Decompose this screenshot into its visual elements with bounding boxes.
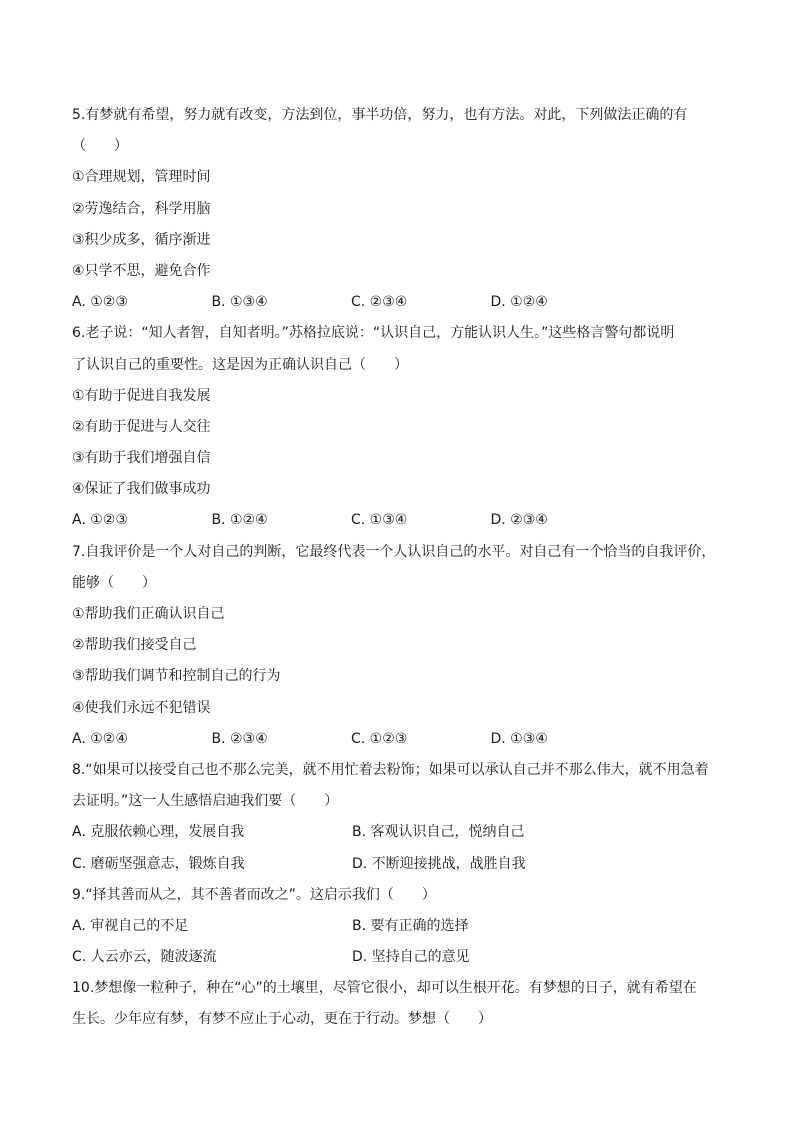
option-d: D. ①②④ bbox=[490, 294, 548, 311]
question-6-options bbox=[72, 505, 732, 536]
option-b: B. 客观认识自己，悦纳自己 bbox=[352, 824, 525, 841]
question-7-item-2: ②帮助我们接受自己 bbox=[72, 637, 197, 654]
question-7-options bbox=[72, 724, 732, 755]
question-7-stem-line-1: 7.自我评价是一个人对自己的判断，它最终代表一个人认识自己的水平。对自己有一个恰当的自我评价， bbox=[72, 543, 716, 560]
question-5-stem-line-1: 5.有梦就有希望，努力就有改变，方法到位，事半功倍，努力，也有方法。对此，下列做法正确的有 bbox=[72, 107, 688, 123]
option-c: C. ②③④ bbox=[351, 294, 408, 311]
question-5-item-1: ①合理规划，管理时间 bbox=[72, 169, 211, 186]
question-6-item-4: ④保证了我们做事成功 bbox=[72, 481, 211, 498]
question-6-stem-line-2: 了认识自己的重要性。这是因为正确认识自己（ ） bbox=[72, 356, 408, 373]
option-a: A. 克服依赖心理，发展自我 bbox=[72, 824, 245, 841]
question-5-item-4: ④只学不思，避免合作 bbox=[72, 262, 211, 279]
option-b: B. ②③④ bbox=[211, 730, 268, 747]
question-7-item-1: ①帮助我们正确认识自己 bbox=[72, 606, 225, 622]
option-b: B. ①②④ bbox=[211, 512, 268, 529]
option-a: A. ①②③ bbox=[72, 294, 128, 311]
question-7-item-3: ③帮助我们调节和控制自己的行为 bbox=[72, 668, 281, 685]
question-5-item-2: ②劳逸结合，科学用脑 bbox=[72, 200, 211, 217]
question-9-options-row-1 bbox=[72, 911, 732, 942]
question-6-item-1: ①有助于促进自我发展 bbox=[72, 387, 211, 404]
question-9-options-row-2 bbox=[72, 942, 732, 973]
question-8-options-row-2 bbox=[72, 849, 732, 880]
option-a: A. 审视自己的不足 bbox=[72, 917, 189, 934]
option-d: D. 坚持自己的意见 bbox=[352, 949, 470, 966]
question-6-stem-line-1: 6.老子说：“知人者智，自知者明。”苏格拉底说：“认识自己，方能认识人生。”这些格言警句都说明 bbox=[72, 325, 675, 342]
question-8-stem-line-1: 8.“如果可以接受自己也不那么完美，就不用忙着去粉饰；如果可以承认自己并不那么伟大，就不用急着 bbox=[72, 761, 709, 778]
question-list bbox=[72, 100, 732, 1036]
question-6-item-2: ②有助于促进与人交往 bbox=[72, 418, 211, 435]
question-10-stem-line-2: 生长。少年应有梦，有梦不应止于心动，更在于行动。梦想（ ） bbox=[72, 1011, 492, 1028]
question-8-options-row-1 bbox=[72, 817, 732, 848]
option-b: B. ①③④ bbox=[211, 294, 268, 311]
option-b: B. 要有正确的选择 bbox=[352, 917, 469, 934]
question-5-options bbox=[72, 287, 732, 318]
option-c: C. 人云亦云，随波逐流 bbox=[72, 949, 217, 966]
question-6-item-3: ③有助于我们增强自信 bbox=[72, 450, 211, 467]
question-7-stem-line-2: 能够（ ） bbox=[72, 574, 156, 591]
question-5-stem-line-2: （ ） bbox=[72, 138, 128, 155]
option-d: D. ②③④ bbox=[490, 512, 548, 529]
option-a: A. ①②④ bbox=[72, 730, 128, 747]
question-7-item-4: ④使我们永远不犯错误 bbox=[72, 699, 211, 716]
option-c: C. 磨砺坚强意志，锻炼自我 bbox=[72, 855, 245, 872]
question-5-item-3: ③积少成多，循序渐进 bbox=[72, 231, 211, 248]
question-9-stem-line-1: 9.“择其善而从之，其不善者而改之”。这启示我们（ ） bbox=[72, 886, 436, 903]
option-d: D. ①③④ bbox=[490, 730, 548, 747]
question-10-stem-line-1: 10.梦想像一粒种子，种在“心”的土壤里，尽管它很小，却可以生根开花。有梦想的日子，就有希望在 bbox=[72, 980, 697, 997]
question-8-stem-line-2: 去证明。”这一人生感悟启迪我们要（ ） bbox=[72, 793, 339, 810]
option-c: C. ①③④ bbox=[351, 512, 408, 529]
option-d: D. 不断迎接挑战，战胜自我 bbox=[352, 855, 526, 872]
option-c: C. ①②③ bbox=[351, 730, 408, 747]
option-a: A. ①②③ bbox=[72, 512, 128, 529]
